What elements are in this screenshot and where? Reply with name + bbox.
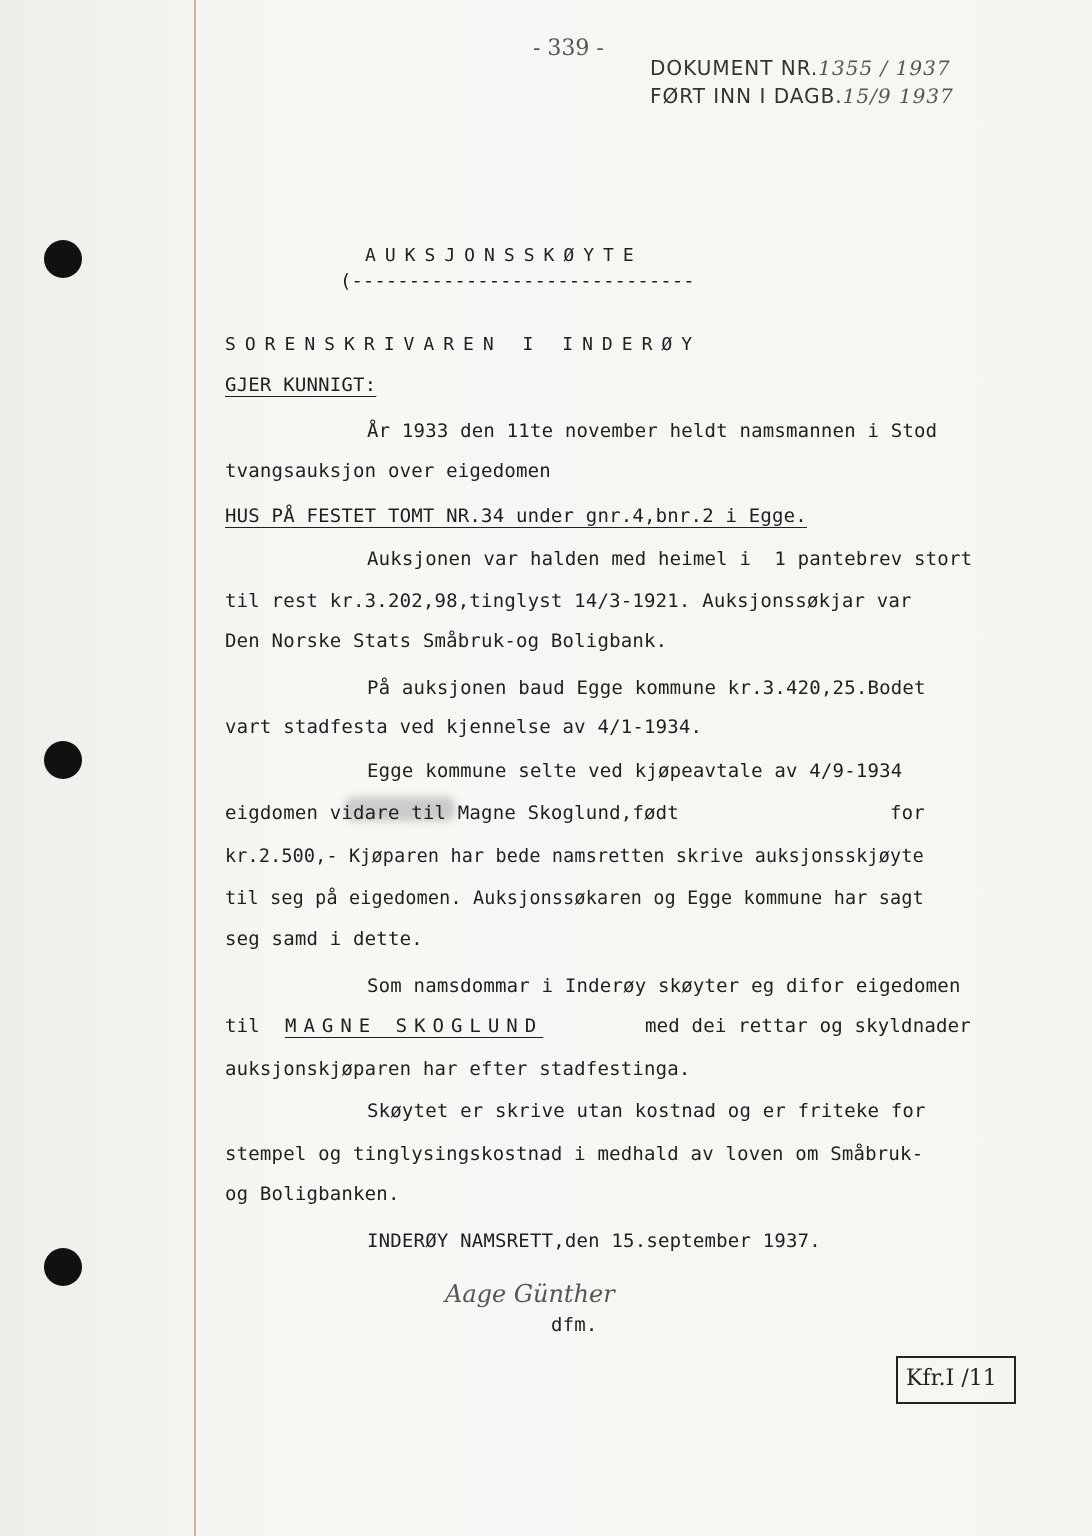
- fort-label: FØRT INN I DAGB.: [650, 84, 843, 108]
- page-number: - 339 -: [533, 36, 604, 61]
- signature-handwritten: Aage Günther: [445, 1280, 615, 1308]
- margin-line: [194, 0, 196, 1536]
- punch-hole-top: [44, 240, 82, 278]
- body-line-17: Skøytet er skrive utan kostnad og er friteke for: [367, 1100, 926, 1122]
- fort-value: 15/9 1937: [842, 84, 954, 108]
- body-line-12: til seg på eigedomen. Auksjonssøkaren og Egge kommune har sagt: [225, 888, 924, 909]
- body-line-9: Egge kommune selte ved kjøpeavtale av 4/9-1934: [367, 760, 903, 782]
- punch-hole-bottom: [44, 1248, 82, 1286]
- title-underline: (------------------------------: [340, 270, 695, 292]
- signature-title: dfm.: [551, 1314, 598, 1336]
- body-line-16: auksjonskjøparen har efter stadfestinga.: [225, 1058, 691, 1080]
- kfr-stamp-text: Kfr.I /11: [906, 1366, 997, 1391]
- property-line: HUS PÅ FESTET TOMT NR.34 under gnr.4,bnr.2 i Egge.: [225, 505, 807, 527]
- document-title: AUKSJONSSKØYTE: [365, 245, 643, 266]
- body-line-19: og Boligbanken.: [225, 1183, 400, 1205]
- buyer-name: MAGNE SKOGLUND: [285, 1015, 544, 1037]
- announce-heading: GJER KUNNIGT:: [225, 374, 377, 396]
- fort-inn-stamp: [650, 84, 954, 108]
- body-line-2: tvangsauksjon over eigedomen: [225, 460, 551, 482]
- body-line-7: På auksjonen baud Egge kommune kr.3.420,25.Bodet: [367, 677, 926, 699]
- body-line-8: vart stadfesta ved kjennelse av 4/1-1934.: [225, 716, 703, 738]
- body-line-5: til rest kr.3.202,98,tinglyst 14/3-1921. Auksjonssøkjar var: [225, 590, 912, 612]
- signature-block: [445, 1280, 615, 1308]
- body-line-6: Den Norske Stats Småbruk-og Boligbank.: [225, 630, 668, 652]
- kfr-stamp-box: [896, 1356, 1016, 1404]
- body-line-18: stempel og tinglysingskostnad i medhald av loven om Småbruk-: [225, 1143, 924, 1165]
- dokument-label: DOKUMENT NR.: [650, 56, 819, 80]
- body-line-11: kr.2.500,- Kjøparen har bede namsretten skrive auksjonsskjøyte: [225, 846, 924, 867]
- dokument-value: 1355 / 1937: [818, 56, 951, 80]
- body-line-15-til: til: [225, 1015, 260, 1037]
- body-line-10: eigdomen vidare til Magne Skoglund,født: [225, 802, 679, 824]
- punch-hole-middle: [44, 741, 82, 779]
- body-line-10-for: for: [890, 802, 925, 824]
- body-line-13: seg samd i dette.: [225, 928, 423, 950]
- body-line-4: Auksjonen var halden med heimel i 1 pantebrev stort: [367, 548, 973, 570]
- body-line-14: Som namsdommar i Inderøy skøyter eg difor eigedomen: [367, 975, 961, 997]
- authority-line: SORENSKRIVAREN I INDERØY: [225, 334, 702, 355]
- body-line-1: År 1933 den 11te november heldt namsmannen i Stod: [367, 420, 938, 442]
- closing-line: INDERØY NAMSRETT,den 15.september 1937.: [367, 1230, 821, 1252]
- body-line-15-rest: med dei rettar og skyldnader: [645, 1015, 971, 1037]
- dokument-stamp: [650, 56, 951, 80]
